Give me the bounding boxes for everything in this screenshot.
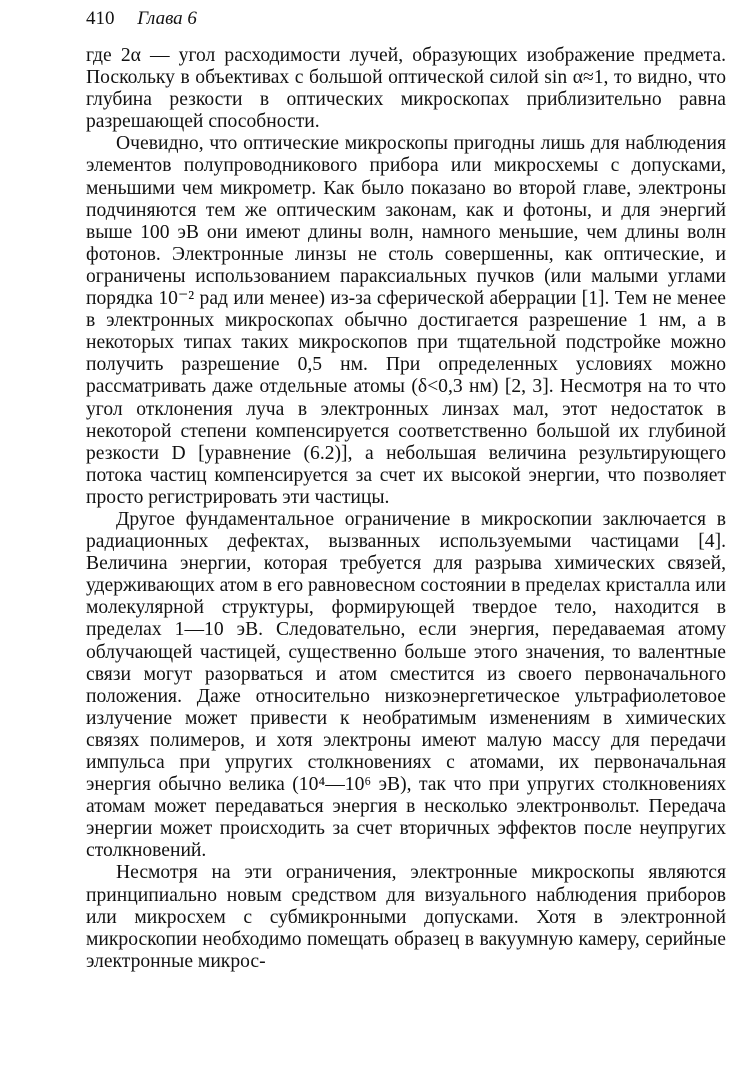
paragraph-2: Очевидно, что оптические микроскопы пригодны лишь для наблюдения элементов полупроводникового прибора или микросхемы с допусками, меньшими чем микрометр. Как было показано во второй главе, электроны подчиняются тем же оптическим законам, как и фотоны, и для энергий выше 100 эВ они имеют длины волн, намного меньшие, чем длины волн фотонов. Электронные линзы не столь совершенны, как оптические, и ограничены использованием параксиальных пучков (или малыми углами порядка 10⁻² рад или менее) из-за сферической аберрации [1]. Тем не менее в электронных микроскопах обычно достигается разрешение 1 нм, а в некоторых типах таких микроскопов при тщательной подстройке можно получить разрешение 0,5 нм. При определенных условиях можно рассматривать даже отдельные атомы (δ<0,3 нм) [2, 3]. Несмотря на то что угол отклонения луча в электронных линзах мал, этот недостаток в некоторой степени компенсируется соответственно большой их глубиной резкости D [уравнение (6.2)], а небольшая величина результирующего потока частиц компенсируется за счет их высокой энергии, что позволяет просто регистрировать эти частицы. xyxy=(86,133,726,508)
body-text xyxy=(86,45,726,973)
chapter-title: Глава 6 xyxy=(137,8,197,29)
paragraph-1: где 2α — угол расходимости лучей, образующих изображение предмета. Поскольку в объективах с большой оптической силой sin α≈1, то видно, что глубина резкости в оптических микроскопах приблизительно равна разрешающей способности. xyxy=(86,45,726,133)
paragraph-3: Другое фундаментальное ограничение в микроскопии заключается в радиационных дефектах, вызванных используемыми частицами [4]. Величина энергии, которая требуется для разрыва химических связей, удерживающих атом в его равновесном состоянии в пределах кристалла или молекулярной структуры, формирующей твердое тело, находится в пределах 1—10 эВ. Следовательно, если энергия, передаваемая атому облучающей частицей, существенно больше этого значения, то валентные связи могут разорваться и атом сместится из своего первоначального положения. Даже относительно низкоэнергетическое ультрафиолетовое излучение может привести к необратимым изменениям в химических связях полимеров, и хотя электроны имеют малую массу для передачи импульса при упругих столкновениях с атомами, их первоначальная энергия обычно велика (10⁴—10⁶ эВ), так что при упругих столкновениях атомам может передаваться энергия в несколько электронвольт. Передача энергии может происходить за счет вторичных эффектов после неупругих столкновений. xyxy=(86,508,726,862)
page-header xyxy=(86,4,726,34)
page-number: 410 xyxy=(86,8,115,29)
paragraph-4: Несмотря на эти ограничения, электронные микроскопы являются принципиально новым средством для визуального наблюдения приборов или микросхем с субмикронными допусками. Хотя в электронной микроскопии необходимо помещать образец в вакуумную камеру, серийные электронные микрос- xyxy=(86,862,726,972)
